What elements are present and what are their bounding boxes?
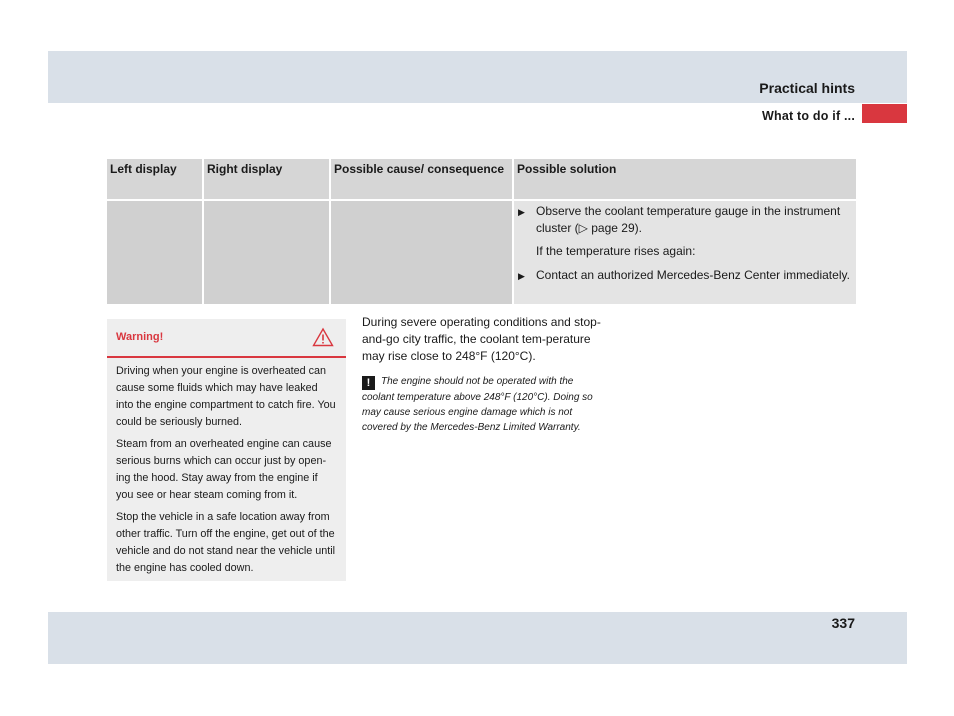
caution-text: The engine should not be operated with the coolant temperature above 248°F (120°C). Doing so may cause serious engine damage which is not covered by the Mercedes-Benz Limited Warranty. bbox=[362, 376, 593, 433]
solution-condition: If the temperature rises again: bbox=[536, 244, 696, 258]
body-text bbox=[362, 314, 612, 365]
solution-bullet bbox=[518, 267, 852, 285]
solution-cell bbox=[513, 200, 856, 304]
body-paragraph: During severe operating conditions and stop-and-go city traffic, the coolant tem-perature may rise close to 248°F (120°C). bbox=[362, 315, 601, 363]
warning-paragraph: Steam from an overheated engine can cause serious burns which can occur just by open-ing the hood. Stay away from the engine if you see or hear steam coming from it. bbox=[116, 438, 332, 501]
solution-text: Contact an authorized Mercedes-Benz Center immediately. bbox=[536, 268, 850, 282]
header-left-display: Left display bbox=[107, 159, 203, 200]
exclamation-icon: ! bbox=[362, 376, 375, 390]
warning-header bbox=[107, 319, 346, 358]
warning-paragraph: Driving when your engine is overheated can cause some fluids which may have leaked into the engine compartment to catch fire. You could be seriously burned. bbox=[116, 365, 336, 428]
warning-paragraph: Stop the vehicle in a safe location away from other traffic. Turn off the engine, get out of the vehicle and do not stand near the vehicle until the engine has cooled down. bbox=[116, 511, 336, 574]
solution-text: Observe the coolant temperature gauge in the instrument cluster (▷ page 29). bbox=[536, 204, 841, 235]
caution-note bbox=[362, 374, 607, 435]
solution-bullet bbox=[518, 203, 852, 237]
arrow-bullet-icon: ▶ bbox=[518, 207, 525, 217]
display-messages-table bbox=[107, 159, 856, 304]
section-title: Practical hints bbox=[759, 80, 855, 96]
header-right-display: Right display bbox=[203, 159, 330, 200]
table-row bbox=[107, 200, 856, 304]
subsection-title: What to do if ... bbox=[762, 109, 855, 123]
chapter-tab bbox=[862, 104, 907, 123]
warning-box bbox=[107, 319, 346, 581]
right-display-cell bbox=[203, 200, 330, 304]
page-number: 337 bbox=[831, 615, 855, 631]
warning-title: Warning! bbox=[116, 331, 164, 343]
header-possible-solution: Possible solution bbox=[513, 159, 856, 200]
footer-band bbox=[48, 612, 907, 664]
header-possible-cause: Possible cause/ consequence bbox=[330, 159, 513, 200]
cause-cell bbox=[330, 200, 513, 304]
arrow-bullet-icon: ▶ bbox=[518, 271, 525, 281]
left-display-cell bbox=[107, 200, 203, 304]
warning-triangle-icon bbox=[312, 327, 334, 352]
warning-body bbox=[107, 358, 346, 577]
table-header-row bbox=[107, 159, 856, 200]
